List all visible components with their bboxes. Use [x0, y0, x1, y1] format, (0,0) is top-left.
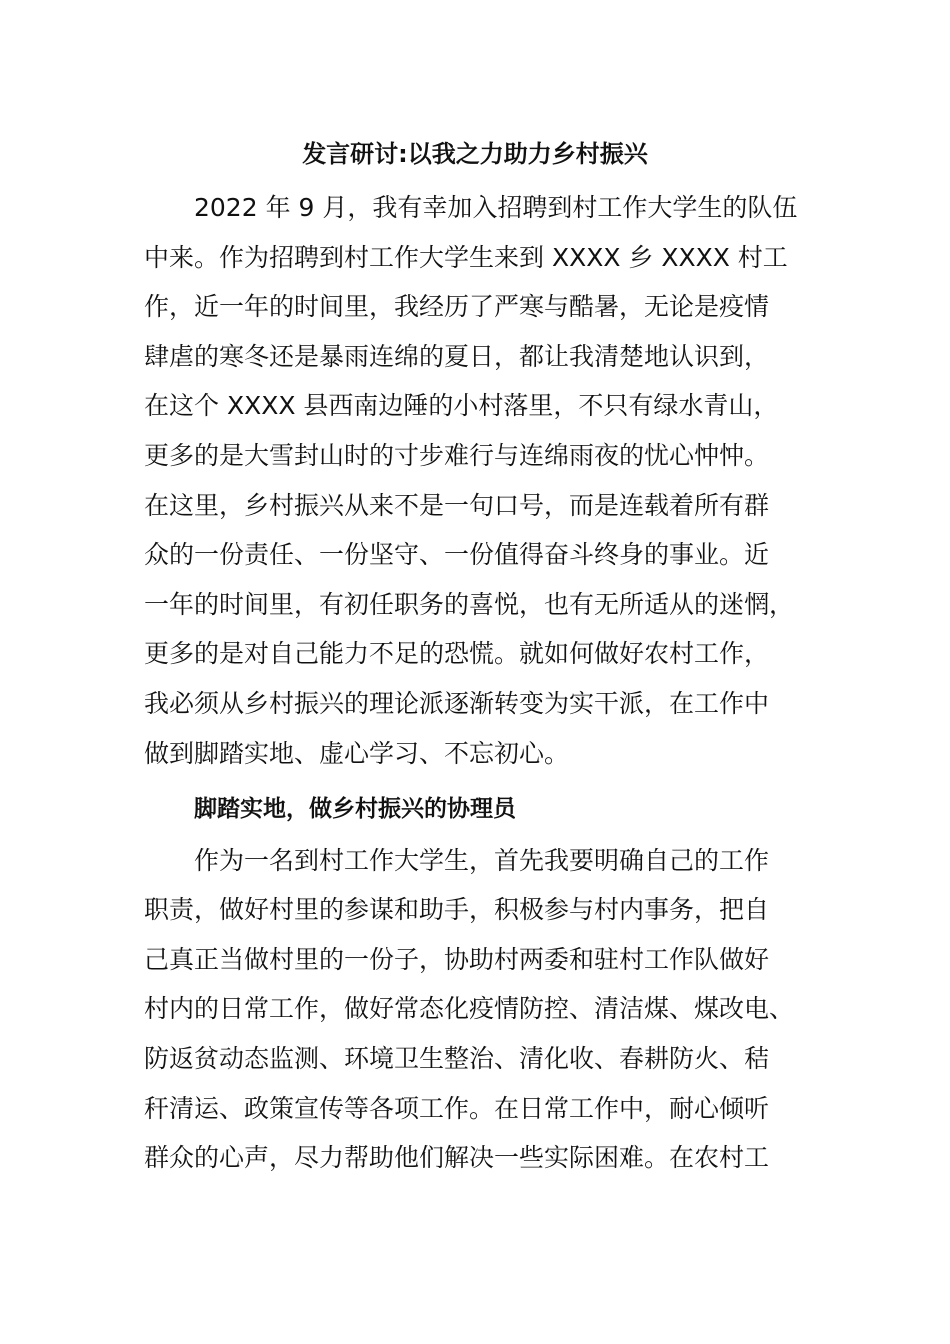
intro-line-9: 一年的时间里，有初任职务的喜悦，也有无所适从的迷惘，: [144, 590, 795, 619]
intro-line-7: 在这里，乡村振兴从来不是一句口号，而是连载着所有群: [144, 491, 770, 520]
intro-line-5: 在这个 XXXX 县西南边陲的小村落里，不只有绿水青山，: [144, 391, 779, 420]
intro-line-11: 我必须从乡村振兴的理论派逐渐转变为实干派，在工作中: [144, 689, 770, 718]
section-line-1: 作为一名到村工作大学生，首先我要明确自己的工作: [144, 846, 770, 875]
intro-line-4: 肆虐的寒冬还是暴雨连绵的夏日，都让我清楚地认识到，: [144, 342, 770, 371]
intro-line-3: 作，近一年的时间里，我经历了严寒与酷暑，无论是疫情: [144, 292, 770, 321]
intro-line-12: 做到脚踏实地、虚心学习、不忘初心。: [144, 739, 570, 768]
document-title: 发言研讨:以我之力助力乡村振兴: [302, 140, 648, 168]
section-line-6: 秆清运、政策宣传等各项工作。在日常工作中，耐心倾听: [144, 1094, 770, 1123]
intro-line-2: 中来。作为招聘到村工作大学生来到 XXXX 乡 XXXX 村工: [144, 243, 788, 272]
intro-line-6: 更多的是大雪封山时的寸步难行与连绵雨夜的忧心忡忡。: [144, 441, 770, 470]
intro-line-1: 2022 年 9 月，我有幸加入招聘到村工作大学生的队伍: [144, 193, 798, 222]
section-line-7: 群众的心声，尽力帮助他们解决一些实际困难。在农村工: [144, 1143, 770, 1172]
intro-line-10: 更多的是对自己能力不足的恐慌。就如何做好农村工作，: [144, 639, 770, 668]
section-line-4: 村内的日常工作，做好常态化疫情防控、清洁煤、煤改电、: [144, 994, 795, 1023]
section-line-2: 职责，做好村里的参谋和助手，积极参与村内事务，把自: [144, 895, 770, 924]
section-heading: 脚踏实地，做乡村振兴的协理员: [194, 796, 516, 822]
section-line-5: 防返贫动态监测、环境卫生整治、清化收、春耕防火、秸: [144, 1044, 770, 1073]
intro-line-8: 众的一份责任、一份坚守、一份值得奋斗终身的事业。近: [144, 540, 770, 569]
section-line-3: 己真正当做村里的一份子，协助村两委和驻村工作队做好: [144, 945, 770, 974]
